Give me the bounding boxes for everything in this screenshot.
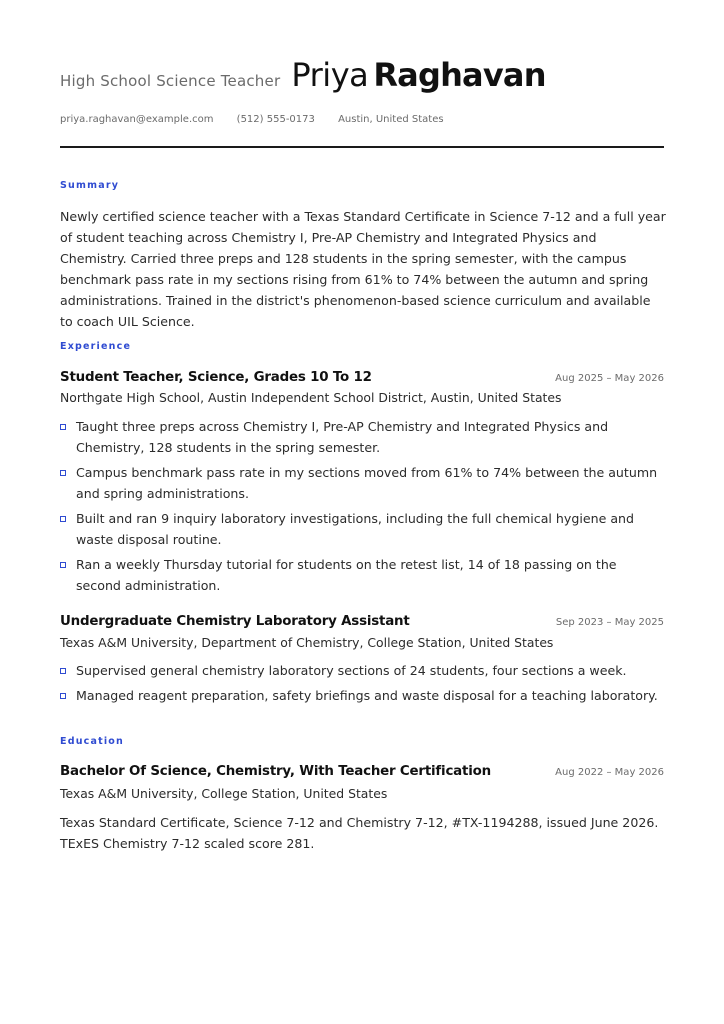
- list-item: [60, 462, 664, 504]
- list-item: [60, 660, 664, 681]
- experience-entry-1-title: Student Teacher, Science, Grades 10 To 12: [60, 370, 372, 385]
- list-item: [60, 554, 664, 596]
- square-bullet-icon: [60, 562, 66, 568]
- resume-header: [60, 56, 664, 94]
- experience-entry-2-dates: Sep 2023 – May 2025: [555, 617, 664, 628]
- experience-entry-1-bullets: [60, 416, 664, 600]
- square-bullet-icon: [60, 693, 66, 699]
- education-entry-1-details: Texas Standard Certificate, Science 7-12 and Chemistry 7-12, #TX-1194288, issued June 2026. TExES Chemistry 7-12 scaled score 281.: [60, 815, 659, 851]
- experience-entry-2-header: [60, 614, 664, 632]
- education-entry-1-org: Texas A&M University, College Station, United States: [60, 786, 388, 801]
- experience-entry-2-title: Undergraduate Chemistry Laboratory Assistant: [60, 614, 410, 629]
- first-name: Priya: [291, 56, 369, 94]
- list-item: [60, 685, 664, 706]
- experience-entry-2-bullets: [60, 660, 664, 710]
- education-entry-1-title: Bachelor Of Science, Chemistry, With Teacher Certification: [60, 764, 491, 779]
- last-name: Raghavan: [373, 56, 546, 94]
- education-entry-1-dates: Aug 2022 – May 2026: [555, 767, 664, 778]
- square-bullet-icon: [60, 470, 66, 476]
- contact-email[interactable]: priya.raghavan@example.com: [60, 114, 214, 125]
- bullet-text: Built and ran 9 inquiry laboratory investigations, including the full chemical hygiene and waste disposal routine.: [76, 511, 635, 547]
- summary-text: Newly certified science teacher with a Texas Standard Certificate in Science 7-12 and a full year of student teaching across Chemistry I, Pre-AP Chemistry and Integrated Physics and Chemistry. Carried three preps and 128 students in the spring semester, with the campus benchmark pass rate in my sections rising from 61% to 74% between the autumn and spring administrations. Trained in the district's phenomenon-based science curriculum and available to coach UIL Science.: [60, 209, 666, 329]
- education-entry-1-header: [60, 764, 664, 782]
- contact-line: [60, 114, 464, 125]
- contact-location: Austin, United States: [338, 114, 444, 125]
- experience-entry-1-dates: Aug 2025 – May 2026: [555, 373, 664, 384]
- bullet-text: Taught three preps across Chemistry I, Pre-AP Chemistry and Integrated Physics and Chemistry, 128 students in the spring semester.: [76, 419, 609, 455]
- bullet-text: Managed reagent preparation, safety briefings and waste disposal for a teaching laboratory.: [76, 688, 658, 703]
- experience-entry-2-org: Texas A&M University, Department of Chemistry, College Station, United States: [60, 635, 554, 650]
- bullet-text: Ran a weekly Thursday tutorial for students on the retest list, 14 of 18 passing on the second administration.: [76, 557, 617, 593]
- list-item: [60, 508, 664, 550]
- experience-entry-1-org: Northgate High School, Austin Independent School District, Austin, United States: [60, 390, 562, 405]
- experience-entry-1-header: [60, 370, 664, 388]
- list-item: [60, 416, 664, 458]
- education-heading: Education: [60, 736, 124, 747]
- square-bullet-icon: [60, 516, 66, 522]
- experience-heading: Experience: [60, 341, 132, 352]
- bullet-text: Campus benchmark pass rate in my sections moved from 61% to 74% between the autumn and spring administrations.: [76, 465, 658, 501]
- header-divider: [60, 146, 664, 148]
- summary-heading: Summary: [60, 180, 120, 191]
- contact-phone[interactable]: (512) 555-0173: [236, 114, 315, 125]
- job-title: High School Science Teacher: [60, 72, 281, 90]
- square-bullet-icon: [60, 424, 66, 430]
- bullet-text: Supervised general chemistry laboratory sections of 24 students, four sections a week.: [76, 663, 627, 678]
- square-bullet-icon: [60, 668, 66, 674]
